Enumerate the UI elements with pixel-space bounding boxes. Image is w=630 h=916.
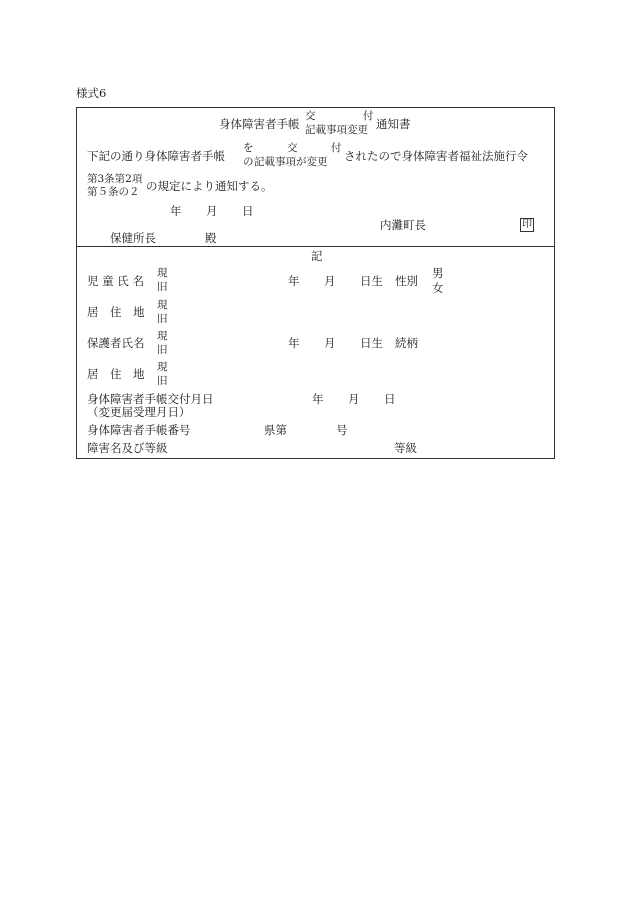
child-address-former: 旧 bbox=[157, 313, 168, 325]
child-former: 旧 bbox=[157, 281, 168, 293]
guardian-birth-day: 日生 bbox=[360, 336, 383, 350]
title-main: 身体障害者手帳 bbox=[219, 117, 300, 131]
issue-month: 月 bbox=[348, 392, 360, 406]
child-birth-year: 年 bbox=[288, 274, 300, 288]
child-current: 現 bbox=[157, 267, 168, 279]
child-address-label: 居 住 地 bbox=[87, 305, 145, 319]
guardian-address-label: 居 住 地 bbox=[87, 367, 145, 381]
addressee-office: 保健所長 bbox=[110, 231, 156, 245]
relation-label: 続柄 bbox=[395, 336, 418, 350]
intro-kou: 交 bbox=[287, 142, 298, 154]
prefecture-label: 県第 bbox=[264, 423, 287, 437]
issue-date-note: （変更届受理月日） bbox=[87, 405, 191, 419]
intro-fu: 付 bbox=[331, 142, 342, 154]
number-suffix: 号 bbox=[336, 423, 348, 437]
record-heading: 記 bbox=[311, 249, 323, 263]
child-address-current: 現 bbox=[157, 299, 168, 311]
guardian-current: 現 bbox=[157, 330, 168, 342]
sex-male: 男 bbox=[432, 266, 444, 280]
addressee-honorific: 殿 bbox=[205, 231, 217, 245]
intro-wo: を bbox=[243, 142, 254, 154]
disability-label: 障害名及び等級 bbox=[87, 441, 168, 455]
issuer: 内灘町長 bbox=[380, 218, 426, 232]
guardian-former: 旧 bbox=[157, 344, 168, 356]
guardian-address-current: 現 bbox=[157, 361, 168, 373]
issue-date-label: 身体障害者手帳交付月日 bbox=[87, 392, 214, 406]
grade-label: 等級 bbox=[394, 441, 417, 455]
intro-no: の bbox=[243, 156, 254, 168]
intro-text-2: されたので身体障害者福祉法施行令 bbox=[344, 149, 528, 163]
sex-label: 性別 bbox=[395, 274, 418, 288]
section-divider bbox=[76, 246, 555, 247]
date-day: 日 bbox=[242, 204, 254, 218]
handbook-number-label: 身体障害者手帳番号 bbox=[87, 423, 191, 437]
guardian-address-former: 旧 bbox=[157, 375, 168, 387]
intro-article-5: 第５条の２ bbox=[87, 186, 140, 198]
date-month: 月 bbox=[206, 204, 218, 218]
date-year: 年 bbox=[170, 204, 182, 218]
sex-female: 女 bbox=[432, 281, 444, 295]
intro-text-3: の規定により通知する。 bbox=[146, 179, 273, 193]
form-label: 様式6 bbox=[76, 86, 107, 100]
guardian-name-label: 保護者氏名 bbox=[87, 336, 145, 350]
seal-mark: 印 bbox=[522, 219, 532, 230]
child-name-label: 児 童 氏 名 bbox=[87, 274, 144, 288]
child-birth-day: 日生 bbox=[360, 274, 383, 288]
issue-year: 年 bbox=[312, 392, 324, 406]
title-change: 記載事項変更 bbox=[305, 124, 368, 136]
intro-text-1: 下記の通り身体障害者手帳 bbox=[87, 149, 225, 163]
intro-changed: 記載事項が変更 bbox=[254, 156, 328, 168]
title-fu: 付 bbox=[363, 110, 374, 122]
issue-day: 日 bbox=[384, 392, 396, 406]
guardian-birth-month: 月 bbox=[324, 336, 336, 350]
child-birth-month: 月 bbox=[324, 274, 336, 288]
intro-article-3: 第3条第2項 bbox=[87, 173, 143, 185]
guardian-birth-year: 年 bbox=[288, 336, 300, 350]
title-suffix: 通知書 bbox=[376, 117, 411, 131]
title-kou: 交 bbox=[305, 110, 316, 122]
